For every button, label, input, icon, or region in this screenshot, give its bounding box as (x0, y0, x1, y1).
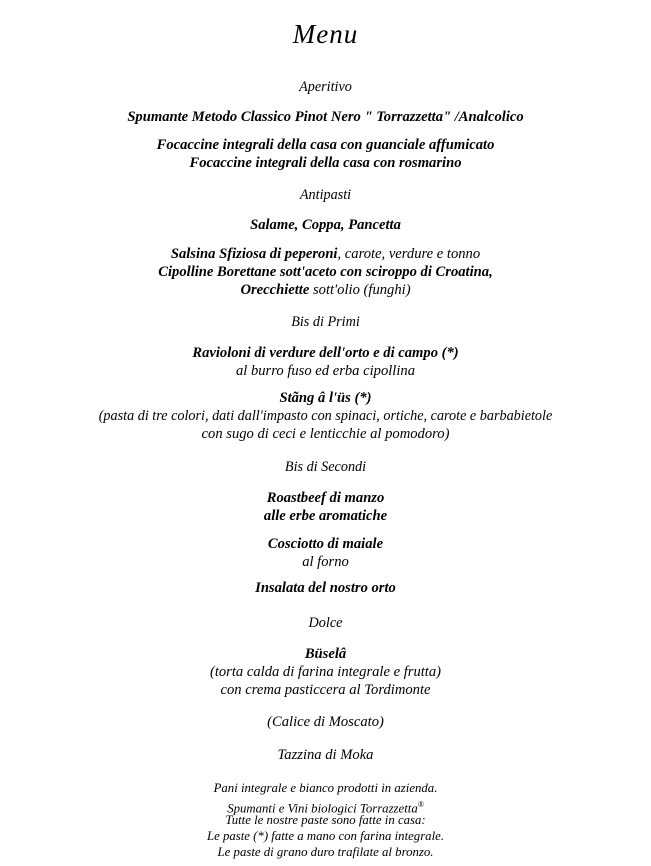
menu-item-buselà: Büselâ (304, 646, 347, 662)
menu-item-spumante: Spumante Metodo Classico Pinot Nero " Torrazzetta" /Analcolico (127, 109, 524, 125)
menu-item-tazzina: Tazzina di Moka (277, 747, 374, 763)
menu-item-calice: (Calice di Moscato) (267, 714, 384, 730)
menu-item-cosciotto: Cosciotto di maiale (267, 536, 384, 552)
menu-item-cosciotto-desc: al forno (302, 554, 349, 570)
section-heading-primi: Bis di Primi (291, 314, 360, 330)
note-paste-casa: Tutte le nostre paste sono fatte in casa: (225, 813, 426, 827)
menu-item-buselà-desc-2: con crema pasticcera al Tordimonte (220, 682, 431, 698)
menu-title: Menu (292, 19, 359, 49)
menu-item-stang: Stãng â l'üs (*) (279, 390, 372, 406)
menu-item-roastbeef-desc: alle erbe aromatiche (263, 508, 388, 524)
note-paste-bronzo: Le paste di grano duro trafilate al bronzo. (217, 845, 434, 859)
menu-item-stang-desc-1: (pasta di tre colori, dati dall'impasto con spinaci, ortiche, carote e barbabietole (98, 408, 553, 424)
menu-item-salsina-name: Salsina Sfiziosa di peperoni (170, 246, 338, 262)
section-heading-aperitivo: Aperitivo (299, 79, 352, 95)
registered-mark: ® (417, 800, 424, 809)
menu-item-roastbeef: Roastbeef di manzo (266, 490, 385, 506)
menu-item-focaccine-guanciale: Focaccine integrali della casa con guanciale affumicato (156, 137, 495, 153)
menu-item-salsina-desc: , carote, verdure e tonno (337, 246, 481, 262)
menu-item-orecchiette (0, 281, 651, 299)
menu-item-stang-desc-2: con sugo di ceci e lenticchie al pomodoro) (201, 426, 450, 442)
section-heading-dolce: Dolce (308, 615, 343, 631)
note-spumanti-text: Spumanti e Vini biologici Torrazzetta (227, 801, 418, 816)
note-paste-integrale: Le paste (*) fatte a mano con farina integrale. (206, 829, 445, 843)
menu-item-cipolline: Cipolline Borettane sott'aceto con sciroppo di Croatina, (158, 264, 493, 280)
menu-item-ravioloni-desc: al burro fuso ed erba cipollina (235, 363, 416, 379)
menu-item-salumi: Salame, Coppa, Pancetta (250, 217, 401, 233)
section-heading-secondi: Bis di Secondi (284, 459, 367, 475)
menu-item-orecchiette-name: Orecchiette (240, 282, 310, 298)
menu-item-ravioloni: Ravioloni di verdure dell'orto e di campo (*) (192, 345, 459, 361)
menu-item-salsina (0, 245, 651, 263)
menu-item-focaccine-rosmarino: Focaccine integrali della casa con rosmarino (189, 155, 462, 171)
menu-item-insalata: Insalata del nostro orto (255, 580, 396, 596)
note-pani: Pani integrale e bianco prodotti in azienda. (213, 781, 438, 795)
menu-item-buselà-desc-1: (torta calda di farina integrale e frutta) (209, 664, 442, 680)
section-heading-antipasti: Antipasti (299, 187, 352, 203)
menu-item-orecchiette-desc: sott'olio (funghi) (309, 282, 411, 298)
